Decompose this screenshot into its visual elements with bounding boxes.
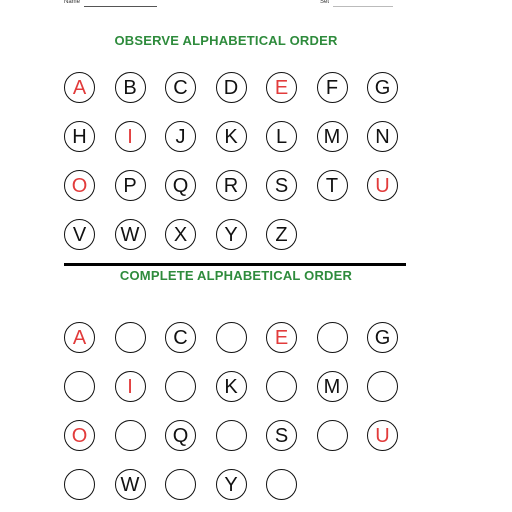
letter-circle-r: R — [216, 170, 247, 201]
section-divider — [64, 263, 406, 266]
letter-circle-x: X — [165, 219, 196, 250]
blank-letter-circle[interactable] — [367, 371, 398, 402]
letter-circle-c: C — [165, 72, 196, 103]
letter-circle-e: E — [266, 322, 297, 353]
letter-circle-a: A — [64, 72, 95, 103]
letter-circle-i: I — [115, 371, 146, 402]
letter-circle-m: M — [317, 371, 348, 402]
letter-circle-z: Z — [266, 219, 297, 250]
letter-circle-w: W — [115, 219, 146, 250]
letter-circle-u: U — [367, 170, 398, 201]
letter-circle-e: E — [266, 72, 297, 103]
blank-letter-circle[interactable] — [317, 322, 348, 353]
set-label: Set — [320, 0, 330, 5]
letter-circle-t: T — [317, 170, 348, 201]
student-info-row — [0, 0, 512, 10]
letter-circle-n: N — [367, 121, 398, 152]
letter-circle-l: L — [266, 121, 297, 152]
complete-heading: COMPLETE ALPHABETICAL ORDER — [119, 268, 353, 283]
name-input-line[interactable] — [84, 6, 157, 7]
letter-circle-y: Y — [216, 219, 247, 250]
blank-letter-circle[interactable] — [115, 420, 146, 451]
letter-circle-v: V — [64, 219, 95, 250]
letter-circle-o: O — [64, 170, 95, 201]
blank-letter-circle[interactable] — [64, 469, 95, 500]
blank-letter-circle[interactable] — [317, 420, 348, 451]
letter-circle-o: O — [64, 420, 95, 451]
letter-circle-k: K — [216, 121, 247, 152]
letter-circle-s: S — [266, 170, 297, 201]
blank-letter-circle[interactable] — [216, 420, 247, 451]
letter-circle-s: S — [266, 420, 297, 451]
blank-letter-circle[interactable] — [165, 469, 196, 500]
blank-letter-circle[interactable] — [115, 322, 146, 353]
name-label: Name — [64, 0, 81, 5]
letter-circle-q: Q — [165, 170, 196, 201]
letter-circle-j: J — [165, 121, 196, 152]
letter-circle-g: G — [367, 322, 398, 353]
letter-circle-p: P — [115, 170, 146, 201]
letter-circle-u: U — [367, 420, 398, 451]
letter-circle-m: M — [317, 121, 348, 152]
blank-letter-circle[interactable] — [266, 371, 297, 402]
letter-circle-y: Y — [216, 469, 247, 500]
blank-letter-circle[interactable] — [165, 371, 196, 402]
letter-circle-q: Q — [165, 420, 196, 451]
blank-letter-circle[interactable] — [266, 469, 297, 500]
set-input-line[interactable] — [333, 6, 393, 7]
letter-circle-g: G — [367, 72, 398, 103]
letter-circle-a: A — [64, 322, 95, 353]
observe-letter-grid — [64, 72, 398, 250]
letter-circle-w: W — [115, 469, 146, 500]
letter-circle-b: B — [115, 72, 146, 103]
complete-letter-grid — [64, 322, 398, 500]
letter-circle-d: D — [216, 72, 247, 103]
letter-circle-i: I — [115, 121, 146, 152]
letter-circle-c: C — [165, 322, 196, 353]
letter-circle-k: K — [216, 371, 247, 402]
observe-heading: OBSERVE ALPHABETICAL ORDER — [114, 33, 338, 48]
blank-letter-circle[interactable] — [64, 371, 95, 402]
letter-circle-h: H — [64, 121, 95, 152]
letter-circle-f: F — [317, 72, 348, 103]
blank-letter-circle[interactable] — [216, 322, 247, 353]
